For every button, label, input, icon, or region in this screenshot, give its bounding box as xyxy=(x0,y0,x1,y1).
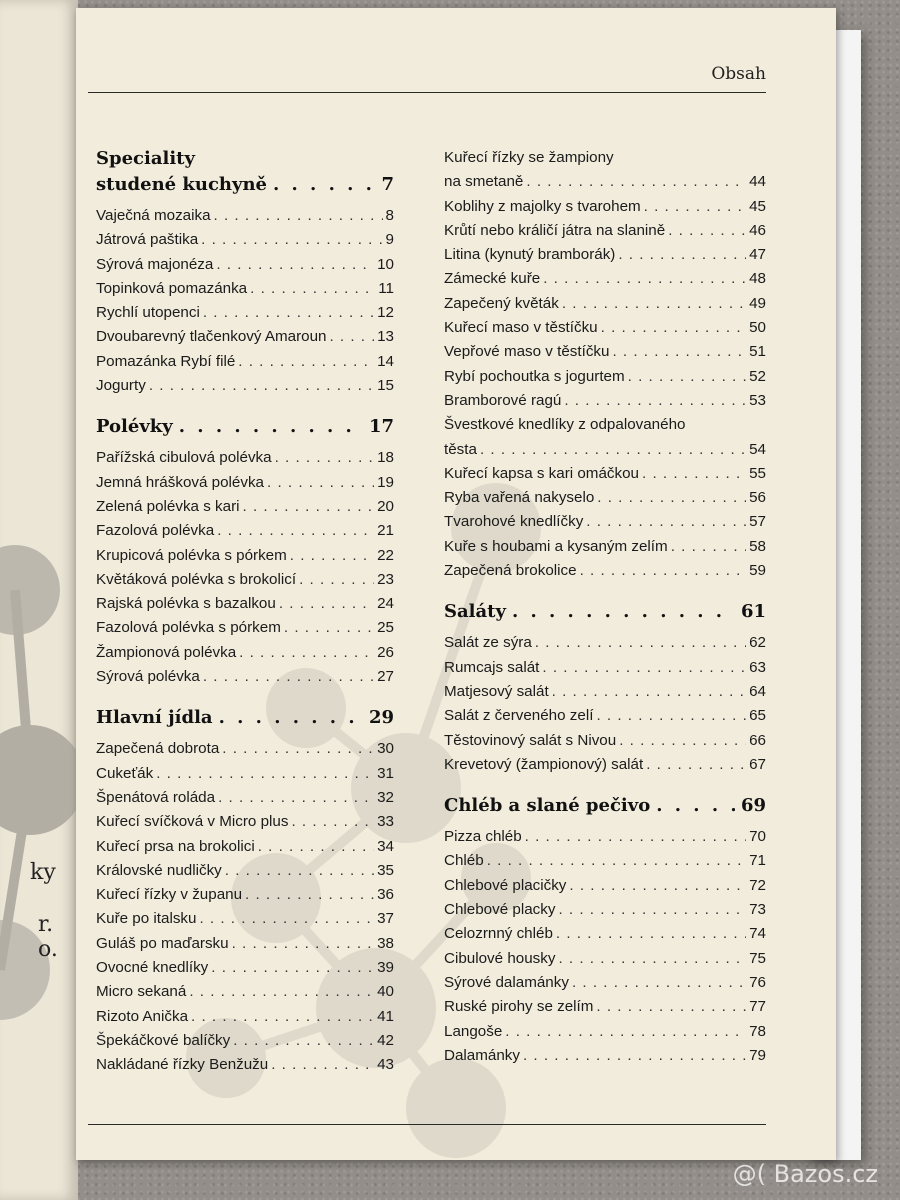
page-number: 62 xyxy=(749,634,766,652)
dot-leader xyxy=(191,1005,374,1029)
toc-section-heading xyxy=(96,414,394,440)
entry-title: Pařížská cibulová polévka xyxy=(96,449,272,467)
toc-entry xyxy=(96,810,394,834)
dot-leader xyxy=(199,907,374,931)
toc-entry xyxy=(444,922,766,946)
page-number: 57 xyxy=(749,513,766,531)
dot-leader xyxy=(612,340,746,364)
page-number: 34 xyxy=(377,837,394,855)
entry-title: Zapečená brokolice xyxy=(444,562,577,580)
entry-title: Sýrové dalamánky xyxy=(444,973,569,991)
toc-entry xyxy=(96,544,394,568)
dot-leader xyxy=(243,495,375,519)
toc-entry xyxy=(444,389,766,413)
page-number: 51 xyxy=(749,343,766,361)
toc-entry xyxy=(444,971,766,995)
dot-leader xyxy=(569,874,746,898)
toc-entry xyxy=(96,350,394,374)
dot-leader xyxy=(203,301,374,325)
toc-section-heading xyxy=(96,705,394,731)
page-number: 75 xyxy=(749,949,766,967)
entry-title: Ruské pirohy se zelím xyxy=(444,998,594,1016)
toc-entry xyxy=(444,825,766,849)
page-number: 69 xyxy=(740,795,766,817)
dot-leader xyxy=(597,486,746,510)
entry-title: Špekáčkové balíčky xyxy=(96,1031,231,1049)
dot-leader xyxy=(646,753,746,777)
dot-leader xyxy=(668,219,746,243)
dot-leader xyxy=(290,544,374,568)
toc-entry xyxy=(96,446,394,470)
entry-title: na smetaně xyxy=(444,173,524,191)
toc-entry xyxy=(444,535,766,559)
toc-entry xyxy=(96,859,394,883)
dot-leader xyxy=(558,898,746,922)
dot-leader xyxy=(149,374,374,398)
entry-title: Kuřecí řízky se žampiony xyxy=(444,149,614,166)
dot-leader xyxy=(644,195,746,219)
dot-leader xyxy=(671,535,746,559)
toc-entry xyxy=(96,956,394,980)
section-gap xyxy=(96,689,394,705)
toc-entry xyxy=(444,510,766,534)
section-gap xyxy=(96,398,394,414)
page-number: 41 xyxy=(377,1007,394,1025)
section-gap xyxy=(444,583,766,599)
dot-leader xyxy=(245,883,374,907)
page-number: 56 xyxy=(749,489,766,507)
toc-entry xyxy=(96,665,394,689)
section-title: Hlavní jídla xyxy=(96,707,213,729)
dot-leader xyxy=(564,389,746,413)
entry-title: Zapečený květák xyxy=(444,294,559,312)
page-number: 45 xyxy=(749,197,766,215)
toc-entry xyxy=(96,374,394,398)
toc-right-column xyxy=(444,146,766,1068)
page-number: 76 xyxy=(749,973,766,991)
page-number: 33 xyxy=(377,813,394,831)
page-number: 40 xyxy=(377,983,394,1001)
page-number: 63 xyxy=(749,658,766,676)
page-number: 79 xyxy=(749,1046,766,1064)
entry-title: Dalamánky xyxy=(444,1046,520,1064)
entry-title: Topinková pomazánka xyxy=(96,279,248,297)
entry-title: Vaječná mozaika xyxy=(96,207,211,224)
toc-entry xyxy=(444,849,766,873)
toc-entry xyxy=(96,228,394,252)
dot-leader xyxy=(512,599,735,625)
toc-entry xyxy=(96,471,394,495)
page-number: 29 xyxy=(368,707,394,729)
dot-leader xyxy=(596,704,746,728)
entry-title: Rumcajs salát xyxy=(444,658,540,676)
section-title: Chléb a slané pečivo xyxy=(444,795,651,817)
entry-title: Fazolová polévka s pórkem xyxy=(96,619,281,637)
toc-entry xyxy=(444,1020,766,1044)
toc-entry xyxy=(444,631,766,655)
dot-leader xyxy=(284,616,374,640)
page-number: 27 xyxy=(377,668,394,686)
page-number: 65 xyxy=(749,707,766,725)
dot-leader xyxy=(179,414,363,440)
dot-leader xyxy=(523,1044,746,1068)
dot-leader xyxy=(526,170,746,194)
page-number: 24 xyxy=(377,595,394,613)
page-number: 13 xyxy=(377,328,394,346)
toc-entry xyxy=(444,680,766,704)
entry-title: Pomazánka Rybí filé xyxy=(96,352,236,370)
header-rule xyxy=(88,92,766,93)
toc-entry xyxy=(444,146,766,170)
entry-title: Jogurty xyxy=(96,377,146,395)
page-number: 78 xyxy=(749,1022,766,1040)
dot-leader xyxy=(222,737,374,761)
dot-leader xyxy=(487,849,746,873)
dot-leader xyxy=(217,519,374,543)
entry-title: Matjesový salát xyxy=(444,682,549,700)
page-number: 25 xyxy=(377,619,394,637)
toc-entry xyxy=(444,656,766,680)
left-page-fragment-2: r. o. xyxy=(38,912,58,962)
toc-entry xyxy=(444,170,766,194)
toc-entry xyxy=(96,1053,394,1077)
toc-entry xyxy=(444,365,766,389)
entry-title: Zelená polévka s kari xyxy=(96,497,240,515)
page-number: 73 xyxy=(749,901,766,919)
dot-leader xyxy=(596,995,746,1019)
entry-title: Micro sekaná xyxy=(96,983,187,1001)
entry-title: Krůtí nebo králičí játra na slanině xyxy=(444,221,666,239)
dot-leader xyxy=(299,568,374,592)
left-page-fragment-1: ky xyxy=(30,860,56,885)
page-number: 71 xyxy=(749,852,766,870)
dot-leader xyxy=(216,253,374,277)
page-number: 9 xyxy=(385,231,394,249)
entry-title: Rychlí utopenci xyxy=(96,304,200,322)
toc-entry xyxy=(444,753,766,777)
dot-leader xyxy=(542,656,746,680)
dot-leader xyxy=(219,705,363,731)
toc-entry xyxy=(444,995,766,1019)
entry-title: Chlebové placičky xyxy=(444,876,567,894)
dot-leader xyxy=(556,922,746,946)
section-gap xyxy=(444,777,766,793)
page-number: 53 xyxy=(749,391,766,409)
entry-title: Krupicová polévka s pórkem xyxy=(96,546,287,564)
dot-leader xyxy=(211,956,374,980)
toc-entry xyxy=(444,947,766,971)
toc-entry xyxy=(96,568,394,592)
toc-entry xyxy=(96,835,394,859)
dot-leader xyxy=(250,277,375,301)
toc-entry xyxy=(444,292,766,316)
page-number: 61 xyxy=(740,601,766,623)
dot-leader xyxy=(552,680,746,704)
dot-leader xyxy=(271,1053,374,1077)
entry-title: Kuřecí svíčková v Micro plus xyxy=(96,813,289,831)
page-number: 44 xyxy=(749,173,766,191)
page-number: 36 xyxy=(377,886,394,904)
dot-leader xyxy=(558,947,746,971)
toc-entry xyxy=(444,462,766,486)
page-number: 72 xyxy=(749,876,766,894)
page-number: 54 xyxy=(749,440,766,458)
page-number: 48 xyxy=(749,270,766,288)
dot-leader xyxy=(618,243,746,267)
dot-leader xyxy=(275,446,375,470)
dot-leader xyxy=(267,471,374,495)
entry-title: Kuře s houbami a kysaným zelím xyxy=(444,537,668,555)
dot-leader xyxy=(218,786,374,810)
dot-leader xyxy=(628,365,746,389)
page-header-title: Obsah xyxy=(711,64,766,84)
entry-title: Pizza chléb xyxy=(444,828,522,846)
dot-leader xyxy=(232,932,375,956)
entry-title: Kuřecí kapsa s kari omáčkou xyxy=(444,464,639,482)
section-title: Saláty xyxy=(444,601,506,623)
toc-left-column xyxy=(96,146,394,1078)
page-number: 42 xyxy=(377,1031,394,1049)
page-number: 26 xyxy=(377,643,394,661)
dot-leader xyxy=(189,980,374,1004)
entry-title: Kuřecí maso v těstíčku xyxy=(444,319,598,337)
toc-entry xyxy=(96,1005,394,1029)
dot-leader xyxy=(258,835,374,859)
page-number: 32 xyxy=(377,788,394,806)
toc-entry xyxy=(96,762,394,786)
left-page xyxy=(0,0,78,1200)
entry-title: těsta xyxy=(444,440,477,458)
toc-entry xyxy=(96,980,394,1004)
toc-entry xyxy=(444,340,766,364)
entry-title: Žampionová polévka xyxy=(96,643,237,661)
toc-entry xyxy=(444,704,766,728)
toc-entry xyxy=(96,1029,394,1053)
toc-entry xyxy=(96,277,394,301)
toc-section-heading xyxy=(96,172,394,198)
entry-title: Dvoubarevný tlačenkový Amaroun xyxy=(96,328,327,346)
toc-entry xyxy=(96,204,394,228)
entry-title: Kuře po italsku xyxy=(96,910,197,928)
page-number: 74 xyxy=(749,925,766,943)
dot-leader xyxy=(642,462,746,486)
dot-leader xyxy=(225,859,374,883)
entry-title: Vepřové maso v těstíčku xyxy=(444,343,610,361)
dot-leader xyxy=(562,292,746,316)
entry-title: Koblihy z majolky s tvarohem xyxy=(444,197,641,215)
watermark: @( Bazos.cz xyxy=(732,1160,878,1188)
toc-entry xyxy=(96,737,394,761)
dot-leader xyxy=(480,438,746,462)
page-number: 18 xyxy=(377,449,394,467)
toc-entry xyxy=(96,253,394,277)
entry-title: Játrová paštika xyxy=(96,231,199,249)
page-number: 7 xyxy=(381,174,394,195)
page-number: 59 xyxy=(749,562,766,580)
toc-entry xyxy=(444,195,766,219)
toc-entry xyxy=(96,519,394,543)
page-number: 22 xyxy=(377,546,394,564)
entry-title: Kuřecí řízky v županu xyxy=(96,886,243,904)
dot-leader xyxy=(156,762,374,786)
entry-title: Kuřecí prsa na brokolici xyxy=(96,837,255,855)
dot-leader xyxy=(291,810,374,834)
entry-title: Květáková polévka s brokolicí xyxy=(96,570,297,588)
page-number: 77 xyxy=(749,998,766,1016)
dot-leader xyxy=(525,825,746,849)
toc-entry xyxy=(444,898,766,922)
toc-entry xyxy=(96,325,394,349)
dot-leader xyxy=(273,172,375,198)
dot-leader xyxy=(580,559,747,583)
entry-title: Chlebové placky xyxy=(444,901,556,919)
entry-title: Nakládané řízky Benžužu xyxy=(96,1056,269,1074)
dot-leader xyxy=(656,793,735,819)
entry-title: Cibulové housky xyxy=(444,949,556,967)
toc-entry xyxy=(96,641,394,665)
toc-entry xyxy=(444,438,766,462)
dot-leader xyxy=(601,316,746,340)
dot-leader xyxy=(535,631,746,655)
dot-leader xyxy=(619,729,746,753)
entry-title: Těstovinový salát s Nivou xyxy=(444,731,617,749)
page-number: 47 xyxy=(749,246,766,264)
page-number: 31 xyxy=(377,764,394,782)
page-number: 8 xyxy=(385,207,394,224)
toc-entry xyxy=(444,486,766,510)
page-number: 30 xyxy=(377,740,394,758)
toc-entry xyxy=(444,559,766,583)
toc-entry xyxy=(444,243,766,267)
entry-title: Langoše xyxy=(444,1022,503,1040)
dot-leader xyxy=(543,267,746,291)
entry-title: Rybí pochoutka s jogurtem xyxy=(444,367,625,385)
dot-leader xyxy=(505,1020,746,1044)
dot-leader xyxy=(203,665,374,689)
page-number: 46 xyxy=(749,221,766,239)
page-number: 52 xyxy=(749,367,766,385)
toc-page xyxy=(76,8,836,1160)
entry-title: Krevetový (žampionový) salát xyxy=(444,755,644,773)
page-number: 55 xyxy=(749,464,766,482)
toc-entry xyxy=(444,316,766,340)
entry-title: Salát z červeného zelí xyxy=(444,707,594,725)
toc-entry xyxy=(444,413,766,437)
entry-title: Litina (kynutý bramborák) xyxy=(444,246,616,264)
page-number: 38 xyxy=(377,934,394,952)
dot-leader xyxy=(586,510,746,534)
page-number: 23 xyxy=(377,570,394,588)
dot-leader xyxy=(233,1029,374,1053)
dot-leader xyxy=(214,204,383,228)
dot-leader xyxy=(279,592,374,616)
section-title: Polévky xyxy=(96,416,173,438)
toc-entry xyxy=(96,301,394,325)
toc-entry xyxy=(96,616,394,640)
entry-title: Fazolová polévka xyxy=(96,522,215,540)
entry-title: Ryba vařená nakyselo xyxy=(444,489,595,507)
toc-entry xyxy=(96,786,394,810)
toc-entry xyxy=(444,729,766,753)
page-number: 49 xyxy=(749,294,766,312)
toc-entry xyxy=(444,267,766,291)
entry-title: Zámecké kuře xyxy=(444,270,541,288)
page-number: 12 xyxy=(377,304,394,322)
toc-section-heading xyxy=(444,793,766,819)
page-number: 10 xyxy=(377,255,394,273)
toc-entry xyxy=(96,883,394,907)
toc-entry xyxy=(444,219,766,243)
entry-title: Celozrnný chléb xyxy=(444,925,553,943)
toc-entry xyxy=(444,874,766,898)
entry-title: Bramborové ragú xyxy=(444,391,562,409)
entry-title: Zapečená dobrota xyxy=(96,740,220,758)
page-number: 15 xyxy=(377,377,394,395)
page-number: 21 xyxy=(377,522,394,540)
section-title: Speciality xyxy=(96,148,195,169)
page-number: 19 xyxy=(377,473,394,491)
toc-entry xyxy=(96,592,394,616)
entry-title: Tvarohové knedlíčky xyxy=(444,513,584,531)
entry-title: Salát ze sýra xyxy=(444,634,532,652)
page-number: 37 xyxy=(377,910,394,928)
page-number: 39 xyxy=(377,959,394,977)
section-title: studené kuchyně xyxy=(96,174,267,195)
dot-leader xyxy=(572,971,746,995)
entry-title: Guláš po maďarsku xyxy=(96,934,229,952)
toc-section-heading xyxy=(444,599,766,625)
dot-leader xyxy=(239,641,374,665)
entry-title: Ovocné knedlíky xyxy=(96,959,209,977)
page-number: 50 xyxy=(749,319,766,337)
dot-leader xyxy=(329,325,374,349)
entry-title: Švestkové knedlíky z odpalovaného xyxy=(444,416,686,434)
entry-title: Rizoto Anička xyxy=(96,1007,189,1025)
decorative-molecule-graphic xyxy=(0,500,78,1100)
page-number: 43 xyxy=(377,1056,394,1074)
page-number: 17 xyxy=(368,416,394,438)
page-number: 70 xyxy=(749,828,766,846)
entry-title: Špenátová roláda xyxy=(96,788,216,806)
entry-title: Sýrová majonéza xyxy=(96,255,214,273)
page-number: 67 xyxy=(749,755,766,773)
page-number: 64 xyxy=(749,682,766,700)
page-number: 20 xyxy=(377,497,394,515)
page-number: 35 xyxy=(377,861,394,879)
toc-entry xyxy=(96,495,394,519)
entry-title: Chléb xyxy=(444,852,484,870)
dot-leader xyxy=(238,350,374,374)
entry-title: Sýrová polévka xyxy=(96,668,200,686)
page-number: 58 xyxy=(749,537,766,555)
page-number: 11 xyxy=(378,279,394,297)
footer-rule xyxy=(88,1124,766,1125)
toc-entry xyxy=(96,907,394,931)
entry-title: Jemná hrášková polévka xyxy=(96,473,264,491)
toc-section-heading xyxy=(96,146,394,172)
toc-entry xyxy=(96,932,394,956)
page-number: 66 xyxy=(749,731,766,749)
dot-leader xyxy=(201,228,382,252)
toc-entry xyxy=(444,1044,766,1068)
entry-title: Rajská polévka s bazalkou xyxy=(96,595,276,613)
page-number: 14 xyxy=(377,352,394,370)
entry-title: Cukeťák xyxy=(96,764,154,782)
entry-title: Královské nudličky xyxy=(96,861,222,879)
